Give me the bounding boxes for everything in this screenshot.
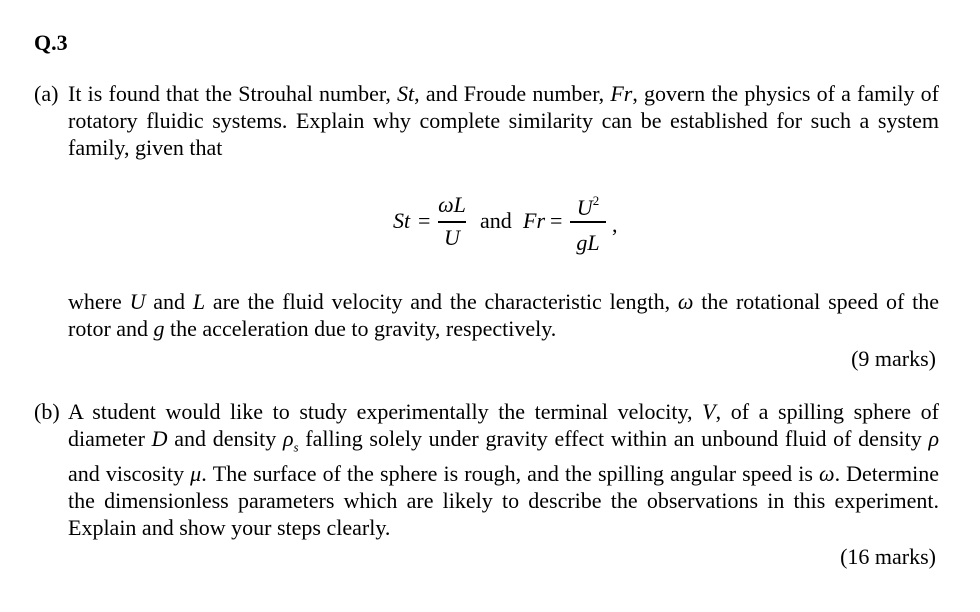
equation-comma: , bbox=[612, 212, 618, 237]
rho-s-symbol: ρ bbox=[282, 426, 294, 451]
part-a-intro bbox=[34, 80, 939, 161]
part-b-text-4: falling solely under gravity effect within an unbound fluid of density bbox=[298, 426, 929, 451]
part-b-text-7: . Determine the dimensionless parameters which are likely to describe the observations in this experiment. Explain and show your steps clearly. bbox=[68, 461, 939, 541]
part-a-marks: (9 marks) bbox=[851, 346, 936, 371]
part-b bbox=[34, 398, 939, 541]
g-symbol: g bbox=[153, 316, 165, 341]
st-symbol: St bbox=[397, 81, 415, 106]
part-b-text-2: , of a spilling sphere of diameter bbox=[68, 399, 939, 451]
part-b-text-3: and density bbox=[167, 426, 283, 451]
part-a-text-2: , and Froude number, bbox=[414, 81, 611, 106]
equals-1: = bbox=[418, 208, 431, 233]
where-2: and bbox=[145, 289, 193, 314]
fr-fraction-bar bbox=[570, 221, 606, 223]
l-symbol: L bbox=[192, 289, 206, 314]
part-a-text-3: , govern the physics of a family of rotatory fluidic systems. Explain why complete similarity can be established for such a system family, given that bbox=[68, 81, 939, 160]
st-lhs: St bbox=[393, 208, 411, 233]
omega-symbol: ω bbox=[677, 289, 694, 314]
where-1: where bbox=[68, 289, 130, 314]
where-3: are the fluid velocity and the characteristic length, bbox=[205, 289, 678, 314]
part-a-where-text bbox=[68, 288, 939, 342]
st-numerator: ωL bbox=[438, 192, 466, 217]
rho-symbol: ρ bbox=[928, 426, 939, 451]
question-number: Q.3 bbox=[34, 30, 68, 55]
part-a-where bbox=[34, 288, 939, 342]
fr-numerator bbox=[568, 195, 608, 221]
fr-symbol: Fr bbox=[610, 81, 633, 106]
and-word: and bbox=[480, 208, 512, 233]
part-b-text bbox=[68, 398, 939, 541]
fr-numerator-exponent: 2 bbox=[592, 193, 600, 208]
st-denominator: U bbox=[444, 225, 460, 250]
part-b-text-1: A student would like to study experimentally the terminal velocity, bbox=[68, 399, 703, 424]
part-b-label: (b) bbox=[34, 399, 60, 424]
fr-numerator-base: U bbox=[576, 195, 593, 220]
part-b-marks: (16 marks) bbox=[840, 544, 936, 569]
omega-symbol-b: ω bbox=[819, 461, 835, 487]
equals-2: = bbox=[550, 208, 563, 233]
part-b-text-6: . The surface of the sphere is rough, and the spilling angular speed is bbox=[201, 461, 820, 487]
fr-lhs: Fr bbox=[523, 208, 545, 233]
part-a-label: (a) bbox=[34, 81, 59, 106]
v-symbol: V bbox=[702, 399, 716, 424]
d-symbol: D bbox=[151, 426, 168, 451]
where-4: the rotational speed of the rotor and bbox=[68, 289, 939, 341]
part-a-text-1: It is found that the Strouhal number, bbox=[68, 81, 398, 106]
part-b-text-5: and viscosity bbox=[68, 461, 191, 487]
u-symbol: U bbox=[129, 289, 146, 314]
where-5: the acceleration due to gravity, respectively. bbox=[164, 316, 557, 341]
mu-symbol: μ bbox=[190, 461, 202, 487]
fr-denominator: gL bbox=[576, 230, 600, 255]
part-a-text bbox=[68, 80, 939, 161]
st-fraction-bar bbox=[438, 221, 466, 223]
rho-s-subscript: s bbox=[293, 439, 299, 455]
